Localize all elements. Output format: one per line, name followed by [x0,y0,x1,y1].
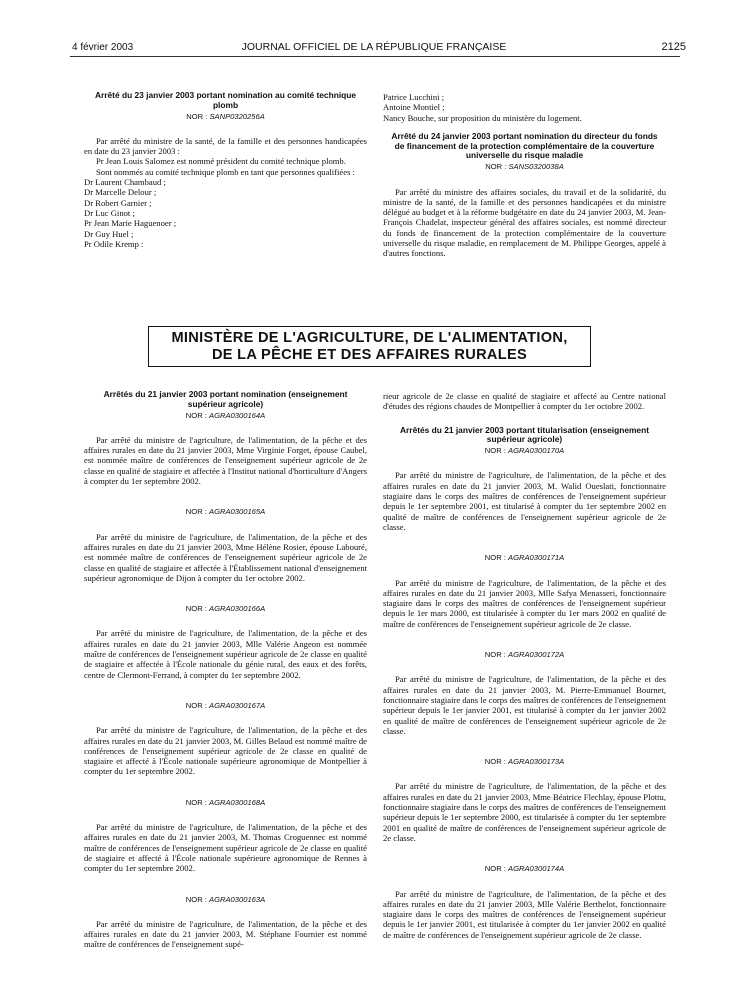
member-list [84,177,367,249]
nor-reference: NOR : AGRA0300165A [185,507,266,517]
list-item: Dr Guy Huel ; [84,228,134,239]
list-item: Dr Luc Ginot ; [84,207,135,218]
nor-reference: NOR : AGRA0300174A [484,864,565,874]
section-nomination-agricole [84,390,367,950]
nor-reference: NOR : AGRA0300171A [484,553,565,563]
ministry-line: MINISTÈRE DE L'AGRICULTURE, DE L'ALIMENTATION, [171,330,568,346]
header-page-number: 2125 [661,41,686,53]
paragraph: Pr Jean Louis Salomez est nommé président du comité technique plomb. [96,156,346,167]
nor-reference: NOR : AGRA0300164A [185,410,266,420]
nor-reference: NOR : AGRA0300170A [484,446,565,456]
list-item: Patrice Lucchini ; [383,92,445,102]
nor-reference: NOR : AGRA0300163A [185,894,266,904]
paragraph: Par arrêté du ministre de l'agriculture, de l'alimentation, de la pêche et des affaires rurales en date du 21 janvier 2003, Mlle Valérie Angeon est nommée maître de conférences de l'enseignement supérieur agricole de 2e classe en qualité de stagiaire et affectée à l'École nationale du génie rural, des eaux et des forêts, centre de Clermont-Ferrand, à compter du 1er septembre 2002. [84,628,367,680]
ministry-line: DE LA PÊCHE ET DES AFFAIRES RURALES [211,347,528,363]
paragraph: Par arrêté du ministre de l'agriculture, de l'alimentation, de la pêche et des affaires rurales en date du 21 janvier 2003, Mlle Valérie Berthelot, fonctionnaire stagiaire dans le corps des maîtres de conférences de l'enseignement supérieur depuis le 1er janvier 2001, est titularisée à compter du 1er janvier 2002 en qualité de maître de conférences de l'enseignement supérieur agricole de 2e classe. [383,888,666,940]
paragraph: Par arrêté du ministre de l'agriculture, de l'alimentation, de la pêche et des affaires rurales en date du 21 janvier 2003, M. Stéphane Fournier est nommé maître de conférences de l'enseignement supé- [84,918,367,950]
nor-reference: NOR : AGRA0300172A [484,650,565,660]
list-item: Antoine Montiel ; [383,102,445,113]
paragraph: Par arrêté du ministre de l'agriculture, de l'alimentation, de la pêche et des affaires rurales en date du 21 janvier 2003, M. Walid Oueslati, fonctionnaire stagiaire dans le corps des maîtres de conférences de l'enseignement supérieur depuis le 1er septembre 2001, est titularisé à compter du 1er septembre 2002 en qualité de maître de conférences de l'enseignement supérieur agricole de 2e classe. [383,470,666,532]
paragraph: Par arrêté du ministre de l'agriculture, de l'alimentation, de la pêche et des affaires rurales en date du 21 janvier 2003, Mme Virginie Forget, épouse Caubel, est nommée maître de conférences de l'enseignement supérieur agricole de 2e classe en qualité de stagiaire et affectée à l'Institut national d'horticulture d'Angers à compter du 1er septembre 2002. [84,434,367,487]
list-item: Nancy Bouche, sur proposition du ministère du logement. [383,112,582,123]
section-title: Arrêté du 23 janvier 2003 portant nomination au comité technique plomb [94,90,357,110]
paragraph: Par arrêté du ministre de l'agriculture, de l'alimentation, de la pêche et des affaires rurales en date du 21 janvier 2003, Mme Hélène Rosier, épouse Labouré, est nommée maître de conférences de l'enseignement supérieur agricole de 2e classe en qualité de stagiaire et affectée à l'Établissement national d'enseignement supérieur agronomique de Dijon à compter du 1er octobre 2002. [84,531,367,583]
header-journal-title: JOURNAL OFFICIEL DE LA RÉPUBLIQUE FRANÇAISE [241,41,507,53]
list-item: Pr Odile Kremp : [84,238,144,249]
section-fonds [383,92,666,259]
header-rule [70,56,680,57]
nor-reference: NOR : AGRA0300167A [185,700,266,710]
nor-reference: NOR : SANP0320256A [186,111,265,121]
page-header [0,38,748,58]
section-titularisation-agricole [383,391,666,940]
section-title: Arrêtés du 21 janvier 2003 portant titularisation (enseignement supérieur agricole) [400,424,649,445]
nor-reference: NOR : AGRA0300168A [185,797,266,807]
paragraph: Par arrêté du ministre de l'agriculture, de l'alimentation, de la pêche et des affaires rurales en date du 21 janvier 2003, M. Gilles Belaud est nommé maître de conférences de l'enseignement supérieur agricole de 2e classe en qualité de stagiaire et affecté à l'École nationale supérieure agronomique de Montpellier à compter du 1er septembre 2002. [84,725,367,777]
paragraph-continuation: rieur agricole de 2e classe en qualité de stagiaire et affecté au Centre national d'études des régions chaudes de Montpellier à compter du 1er octobre 2002. [383,391,666,412]
paragraph: Par arrêté du ministre de l'agriculture, de l'alimentation, de la pêche et des affaires rurales en date du 21 janvier 2003, M. Thomas Croguennec est nommé maître de conférences de l'enseignement supérieur agricole de 2e classe en qualité de stagiaire et affecté à l'École nationale supérieure agronomique de Rennes à compter du 1er septembre 2002. [84,822,367,874]
list-item: Pr Jean Marie Haguenoer ; [84,218,177,229]
section-title: Arrêté du 24 janvier 2003 portant nomination du directeur du fonds de financement de la protection complémentaire de la couverture universelle du risque maladie [391,130,658,161]
section-title: Arrêtés du 21 janvier 2003 portant nomination (enseignement supérieur agricole) [103,389,348,409]
list-item: Dr Robert Garnier ; [84,197,152,208]
paragraph: Sont nommés au comité technique plomb en tant que personnes qualifiées : [96,166,355,177]
paragraph: Par arrêté du ministre de l'agriculture, de l'alimentation, de la pêche et des affaires rurales en date du 21 janvier 2003, Mlle Safya Menasseri, fonctionnaire stagiaire dans le corps des maîtres de conférences de l'enseignement supérieur depuis le 1er mars 2000, est titularisée à compter du 1er mars 2002 en qualité de maître de conférences de l'enseignement supérieur agricole de 2e classe. [383,577,666,629]
ministry-banner [148,326,591,367]
paragraph: Par arrêté du ministre de la santé, de la famille et des personnes handicapées en date du 23 janvier 2003 : [84,135,367,157]
section-plomb [84,91,367,249]
nor-reference: NOR : SANS0320038A [485,162,564,172]
nor-reference: NOR : AGRA0300173A [484,757,565,767]
list-item: Dr Marcelle Delour ; [84,187,157,198]
nor-reference: NOR : AGRA0300166A [185,604,266,614]
list-item: Dr Laurent Chambaud ; [84,177,166,188]
header-date: 4 février 2003 [72,42,134,53]
paragraph: Par arrêté du ministre de l'agriculture, de l'alimentation, de la pêche et des affaires rurales en date du 21 janvier 2003, Mme Béatrice Flechlay, épouse Plottu, fonctionnaire stagiaire dans le corps des maîtres de conférences de l'enseignement supérieur depuis le 1er septembre 2000, est titularisée à compter du 1er septembre 2001 en qualité de maître de conférences de l'enseignement supérieur agricole de 2e classe. [383,781,666,843]
paragraph: Par arrêté du ministre de l'agriculture, de l'alimentation, de la pêche et des affaires rurales en date du 21 janvier 2003, M. Pierre-Emmanuel Bournet, fonctionnaire stagiaire dans le corps des maîtres de conférences de l'enseignement supérieur depuis le 1er janvier 2001, est titularisé à compter du 1er janvier 2002 en qualité de maître de conférences de l'enseignement supérieur agricole de 2e classe. [383,674,666,736]
paragraph: Par arrêté du ministre des affaires sociales, du travail et de la solidarité, du ministre de la santé, de la famille et des personnes handicapées et du ministre délégué au budget et à la réforme budgétaire en date du 24 janvier 2003, M. Jean-François Chadelat, inspecteur général des affaires sociales, est nommé directeur du fonds de financement de la protection complémentaire de la couverture universelle du risque maladie, en remplacement de M. Philippe Georges, appelé à d'autres fonctions. [383,186,666,259]
